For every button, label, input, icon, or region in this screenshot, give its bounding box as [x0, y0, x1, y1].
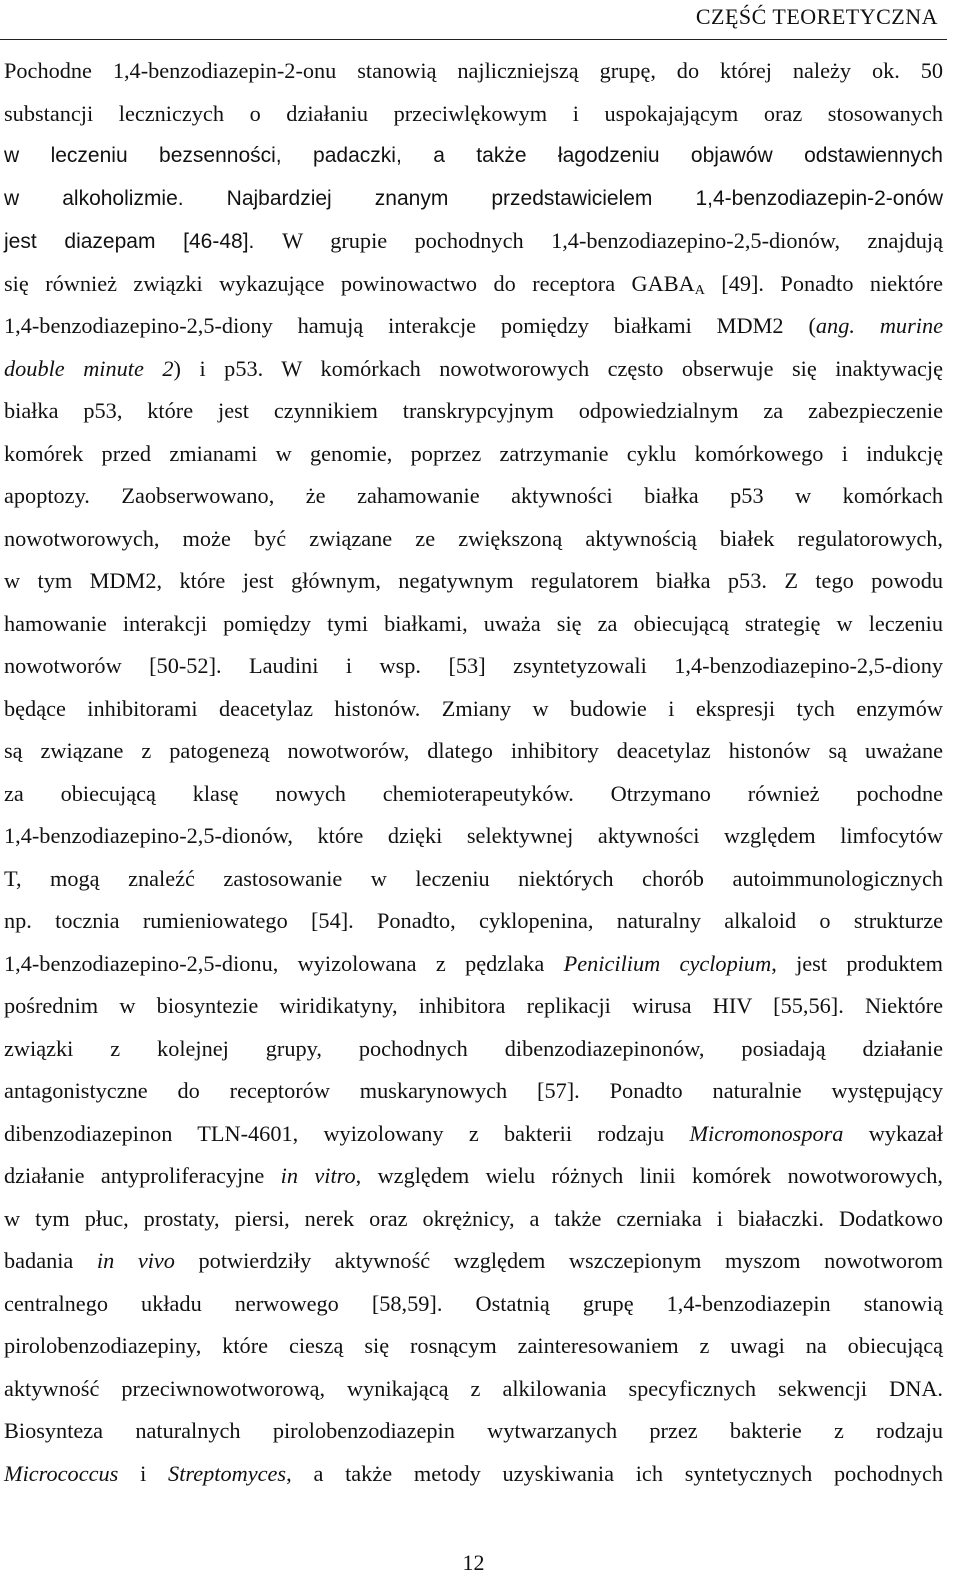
text-line: [4, 603, 943, 646]
text-segment: 1,4-benzodiazepino-2,5-dionu, wyizolowana z pędzlaka: [4, 950, 564, 976]
text-segment: , jest produktem: [771, 950, 943, 976]
text-segment: , względem wielu różnych linii komórek nowotworowych,: [355, 1163, 944, 1188]
text-segment: jest diazepam [46-48].: [4, 230, 283, 253]
text-segment: Pochodne 1,4-benzodiazepin-2-onu stanowią najliczniejszą grupę, do której należy ok. 50: [4, 58, 943, 83]
text-segment: np. tocznia rumieniowatego [54]. Ponadto, cyklopenina, naturalny alkaloid o strukturze: [4, 908, 943, 933]
text-line: [4, 1283, 943, 1326]
page-number: 12: [462, 1550, 485, 1575]
text-segment: 1,4-benzodiazepino-2,5-diony hamują interakcje pomiędzy białkami MDM2 (: [4, 313, 816, 338]
text-line: [4, 1453, 943, 1496]
text-segment: apoptozy. Zaobserwowano, że zahamowanie aktywności białka p53 w komórkach: [4, 483, 943, 508]
text-line: [4, 1113, 943, 1156]
italic-segment: in vivo: [96, 1248, 175, 1273]
text-line: [4, 1325, 943, 1368]
text-segment: [49]. Ponadto niektóre: [704, 270, 943, 296]
text-segment: w tym MDM2, które jest głównym, negatywnym regulatorem białka p53. Z tego powodu: [4, 568, 943, 593]
text-line: [4, 645, 943, 688]
italic-segment: ang. murine: [815, 313, 943, 338]
text-segment: Biosynteza naturalnych pirolobenzodiazepin wytwarzanych przez bakterie z rodzaju: [4, 1418, 943, 1443]
text-segment: wykazał: [843, 1120, 943, 1146]
text-segment: się również związki wykazujące powinowactwo do receptora GABA: [4, 270, 695, 296]
text-segment: W grupie pochodnych 1,4-benzodiazepino-2,5-dionów, znajdują: [282, 228, 943, 253]
text-segment: dibenzodiazepinon TLN-4601, wyizolowany z bakterii rodzaju: [4, 1120, 690, 1146]
text-line: [4, 1368, 943, 1411]
text-segment: komórek przed zmianami w genomie, poprzez zatrzymanie cyklu komórkowego i indukcję: [4, 440, 943, 466]
text-line: [4, 1240, 943, 1283]
text-line: [4, 518, 943, 561]
text-line: [4, 900, 943, 943]
text-line: [4, 93, 943, 136]
text-segment: nowotworowych, może być związane ze zwiększoną aktywnością białek regulatorowych,: [4, 525, 943, 551]
text-line: [4, 433, 943, 476]
text-segment: pirolobenzodiazepiny, które cieszą się rosnącym zainteresowaniem z uwagi na obiecującą: [4, 1333, 943, 1358]
text-segment: w tym płuc, prostaty, piersi, nerek oraz okrężnicy, a także czerniaka i białaczki. Dodatkowo: [4, 1205, 943, 1231]
text-line: [4, 475, 943, 518]
text-segment: będące inhibitorami deacetylaz histonów. Zmiany w budowie i ekspresji tych enzymów: [4, 695, 943, 721]
section-header: CZĘŚĆ TEORETYCZNA: [695, 4, 938, 29]
text-segment: potwierdziły aktywność względem wszczepionym myszom nowotworom: [174, 1248, 943, 1273]
text-line: [4, 858, 943, 901]
text-segment: są związane z patogenezą nowotworów, dlatego inhibitory deacetylaz histonów są uważane: [4, 738, 943, 763]
text-segment: ) i p53. W komórkach nowotworowych często obserwuje się inaktywację: [173, 355, 944, 381]
text-line: [4, 1198, 943, 1241]
text-line: [4, 1155, 943, 1198]
text-line: [4, 348, 943, 391]
text-line: [4, 390, 943, 433]
text-segment: hamowanie interakcji pomiędzy tymi białkami, uważa się za obiecującą strategię w leczeniu: [4, 610, 943, 636]
text-line: [4, 135, 943, 178]
text-segment: za obiecującą klasę nowych chemioterapeutyków. Otrzymano również pochodne: [4, 780, 943, 806]
text-line: [4, 688, 943, 731]
text-segment: w leczeniu bezsenności, padaczki, a także łagodzeniu objawów odstawiennych: [4, 144, 943, 167]
text-segment: białka p53, które jest czynnikiem transkrypcyjnym odpowiedzialnym za zabezpieczenie: [4, 398, 943, 423]
text-segment: antagonistyczne do receptorów muskarynowych [57]. Ponadto naturalnie występujący: [4, 1078, 943, 1103]
italic-segment: double minute 2: [4, 355, 174, 381]
text-segment: 1,4-benzodiazepino-2,5-dionów, które dzięki selektywnej aktywności względem limfocytów: [4, 823, 943, 848]
text-line: [4, 50, 943, 93]
text-line: [4, 943, 943, 986]
text-segment: w alkoholizmie. Najbardziej znanym przedstawicielem 1,4-benzodiazepin-2-onów: [4, 186, 943, 210]
text-segment: substancji leczniczych o działaniu przeciwlękowym i uspokajającym oraz stosowanych: [4, 100, 943, 126]
text-line: [4, 305, 943, 348]
text-segment: centralnego układu nerwowego [58,59]. Ostatnią grupę 1,4-benzodiazepin stanowią: [4, 1290, 943, 1316]
text-line: [4, 263, 943, 306]
text-line: [4, 1410, 943, 1453]
italic-segment: Penicilium cyclopium: [563, 950, 772, 976]
italic-segment: Micrococcus: [4, 1460, 119, 1486]
text-line: [4, 985, 943, 1028]
text-segment: , a także metody uzyskiwania ich syntetycznych pochodnych: [286, 1460, 944, 1486]
text-segment: nowotworów [50-52]. Laudini i wsp. [53] zsyntetyzowali 1,4-benzodiazepino-2,5-diony: [4, 653, 943, 678]
text-line: [4, 560, 943, 603]
text-segment: pośrednim w biosyntezie wiridikatyny, inhibitora replikacji wirusa HIV [55,56]. Niektóre: [4, 993, 943, 1018]
body-text: [4, 50, 943, 1495]
text-segment: T, mogą znaleźć zastosowanie w leczeniu niektórych chorób autoimmunologicznych: [4, 865, 943, 891]
text-segment: działanie antyproliferacyjne: [4, 1163, 281, 1188]
text-line: [4, 773, 943, 816]
italic-segment: in vitro: [280, 1163, 356, 1188]
text-line: [4, 1028, 943, 1071]
text-segment: związki z kolejnej grupy, pochodnych dibenzodiazepinonów, posiadają działanie: [4, 1035, 943, 1061]
text-line: [4, 815, 943, 858]
italic-segment: Streptomyces: [168, 1460, 287, 1486]
italic-segment: Micromonospora: [689, 1120, 844, 1146]
text-segment: aktywność przeciwnowotworową, wynikającą z alkilowania specyficznych sekwencji DNA.: [4, 1375, 943, 1401]
text-line: [4, 1070, 943, 1113]
text-segment: badania: [4, 1248, 97, 1273]
subscript: A: [694, 282, 705, 298]
text-line: [4, 220, 943, 263]
text-line: [4, 730, 943, 773]
header-rule: [0, 39, 947, 40]
text-segment: i: [118, 1460, 169, 1486]
text-line: [4, 178, 943, 221]
